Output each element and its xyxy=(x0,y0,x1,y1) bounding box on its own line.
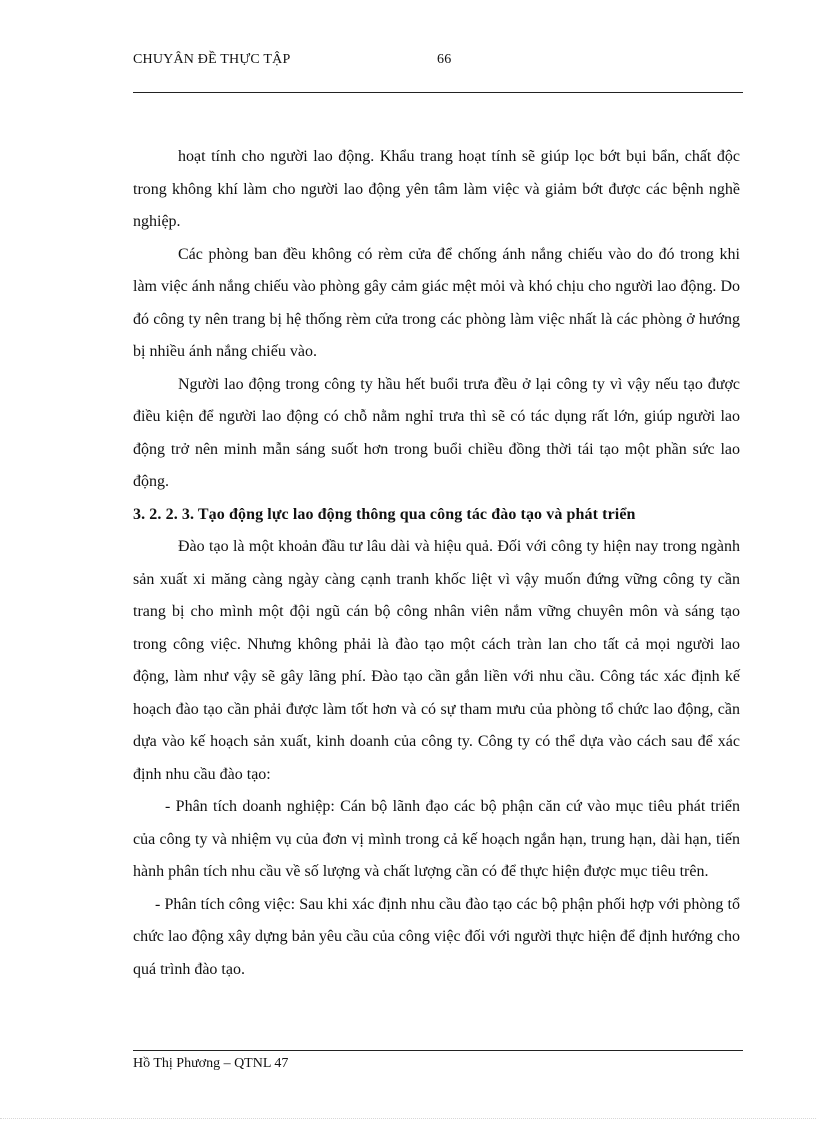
header-title: CHUYÂN ĐỀ THỰC TẬP xyxy=(133,52,291,67)
bullet-enterprise-analysis: - Phân tích doanh nghiệp: Cán bộ lãnh đạo các bộ phận căn cứ vào mục tiêu phát triển của công ty và nhiệm vụ của đơn vị mình trong cả kế hoạch ngắn hạn, trung hạn, dài hạn, tiến hành phân tích nhu cầu về số lượng và chất lượng cần có để thực hiện được mục tiêu trên. xyxy=(133,798,740,880)
paragraph-curtains: Các phòng ban đều không có rèm cửa để chống ánh nắng chiếu vào do đó trong khi làm việc ánh nắng chiếu vào phòng gây cảm giác mệt mỏi và khó chịu cho người lao động. Do đó công ty nên trang bị hệ thống rèm cửa trong các phòng làm việc nhất là các phòng ở hướng bị nhiều ánh nắng chiếu vào. xyxy=(133,245,740,360)
paragraph-training: Đào tạo là một khoản đầu tư lâu dài và hiệu quả. Đối với công ty hiện nay trong ngành sản xuất xi măng càng ngày càng cạnh tranh khốc liệt vì vậy muốn đứng vững công ty cần trang bị cho mình một đội ngũ cán bộ công nhân viên nắm vững chuyên môn và sáng tạo trong công việc. Nhưng không phải là đào tạo một cách tràn lan cho tất cả mọi người lao động, làm như vậy sẽ gây lãng phí. Đào tạo cần gắn liền với nhu cầu. Công tác xác định kế hoạch đào tạo cần phải được làm tốt hơn và có sự tham mưu của phòng tổ chức lao động, cần dựa vào kế hoạch sản xuất, kinh doanh của công ty. Công ty có thể dựa vào cách sau để xác định nhu cầu đào tạo: xyxy=(133,538,740,783)
paragraph-rest-area: Người lao động trong công ty hầu hết buổi trưa đều ở lại công ty vì vậy nếu tạo được điều kiện để người lao động có chỗ nằm nghỉ trưa thì sẽ có tác dụng rất lớn, giúp người lao động trở nên minh mẫn sáng suốt hơn trong buổi chiều đồng thời tái tạo một phần sức lao động. xyxy=(133,375,740,490)
page-header xyxy=(133,52,743,72)
footer-divider xyxy=(133,1050,743,1051)
footer-author: Hồ Thị Phương – QTNL 47 xyxy=(133,1056,289,1071)
header-divider xyxy=(133,92,743,93)
section-heading: 3. 2. 2. 3. Tạo động lực lao động thông qua công tác đào tạo và phát triển xyxy=(133,505,636,523)
page-bottom-border xyxy=(0,1118,816,1119)
page-number: 66 xyxy=(437,52,452,67)
document-body xyxy=(133,141,740,986)
paragraph-mask: hoạt tính cho người lao động. Khẩu trang hoạt tính sẽ giúp lọc bớt bụi bẩn, chất độc trong không khí làm cho người lao động yên tâm làm việc và giảm bớt được các bệnh nghề nghiệp. xyxy=(133,148,740,230)
bullet-job-analysis: - Phân tích công việc: Sau khi xác định nhu cầu đào tạo các bộ phận phối hợp với phòng tổ chức lao động xây dựng bản yêu cầu của công việc đối với người thực hiện để định hướng cho quá trình đào tạo. xyxy=(133,895,740,978)
